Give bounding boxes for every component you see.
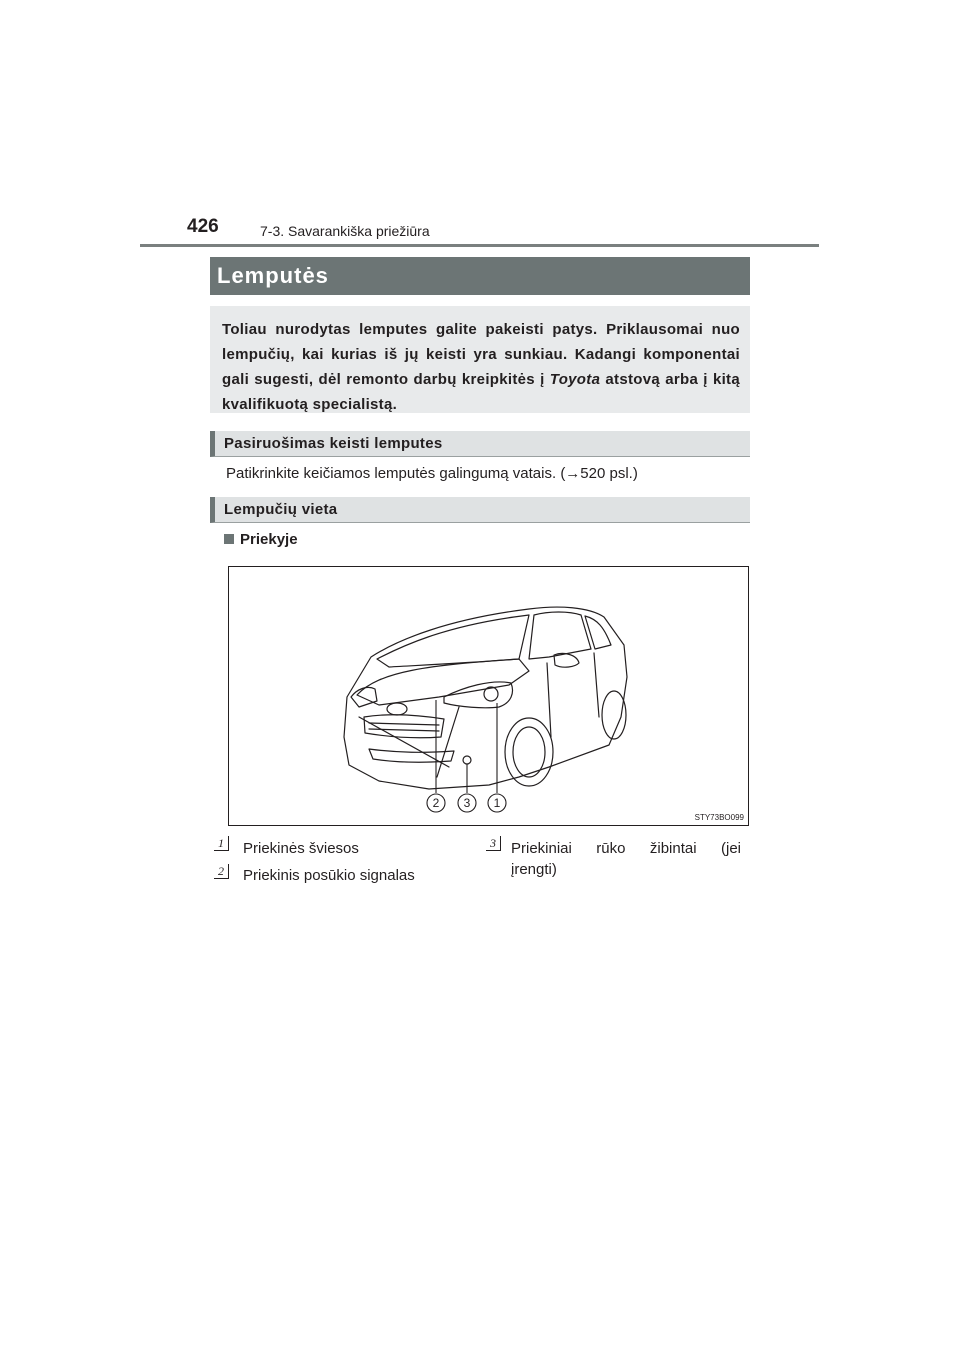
intro-brand: Toyota <box>549 371 601 388</box>
preparation-text: Patikrinkite keičiamos lemputės galingumą vatais. (→520 psl.) <box>226 465 638 482</box>
header-divider <box>140 244 819 247</box>
legend-number: 1 <box>214 836 229 851</box>
car-front-illustration <box>228 566 749 826</box>
section-heading-text: Pasiruošimas keisti lemputes <box>224 435 443 452</box>
legend-number: 2 <box>214 864 229 879</box>
square-bullet-icon <box>224 534 234 544</box>
callout-1-label: 1 <box>493 796 501 810</box>
section-heading-text: Lempučių vieta <box>224 501 338 518</box>
chapter-label: 7-3. Savarankiška priežiūra <box>260 223 430 239</box>
car-drawing <box>229 567 748 825</box>
callout-3-label: 3 <box>463 796 471 810</box>
intro-text <box>222 317 740 417</box>
legend-text-turn-signal: Priekinis posūkio signalas <box>243 867 415 884</box>
legend-text-headlights: Priekinės šviesos <box>243 840 359 857</box>
front-subheading-text: Priekyje <box>240 531 298 548</box>
figure-code: STY73BO099 <box>694 813 744 822</box>
front-subheading <box>224 531 298 548</box>
legend-text-fog-lights-cont: įrengti) <box>511 861 557 878</box>
intro-text-part2: atstovą arba į kitą kvalifikuotą specialistą. <box>222 371 740 413</box>
page-title: Lemputės <box>217 263 329 288</box>
page-title-bar <box>210 257 750 295</box>
legend-number: 3 <box>486 836 501 851</box>
intro-text-part1: Toliau nurodytas lemputes galite pakeisti patys. Priklausomai nuo lempučių, kai kurias iš jų keisti yra sunkiau. Kadangi komponentai gali sugesti, dėl remonto darbų kreipkitės į <box>222 321 740 388</box>
section-heading-location <box>210 497 750 523</box>
callout-2-label: 2 <box>432 796 440 810</box>
section-heading-preparation <box>210 431 750 457</box>
intro-box <box>210 306 750 413</box>
legend-text-fog-lights: Priekiniai rūko žibintai (jei <box>511 840 741 857</box>
page-number: 426 <box>187 216 219 237</box>
